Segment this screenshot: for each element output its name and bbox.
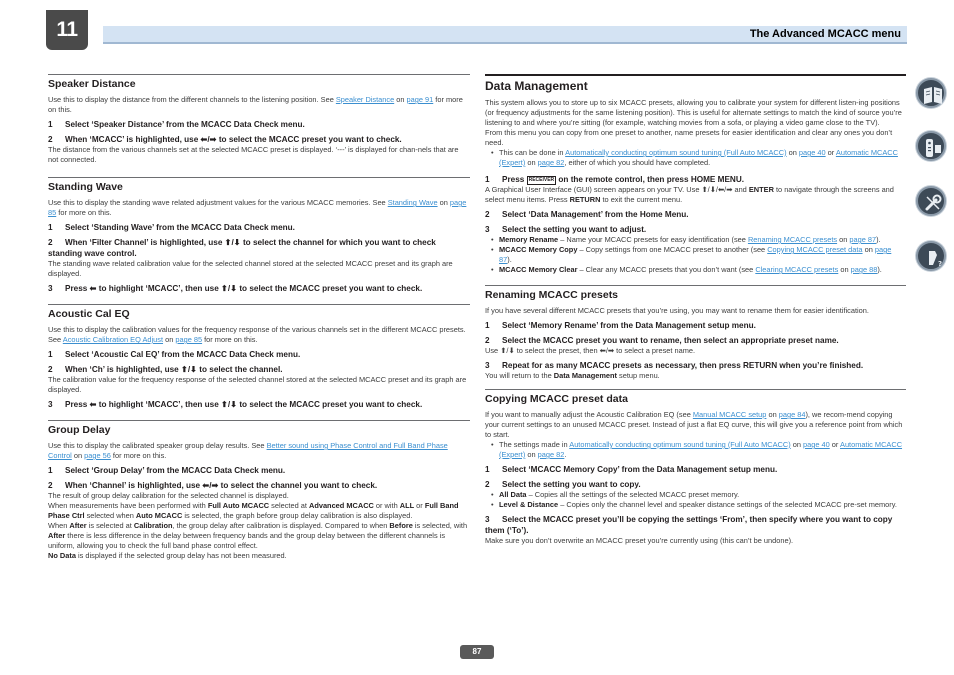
text: on [838, 265, 851, 274]
header-title: The Advanced MCACC menu [749, 28, 901, 40]
section-title: Speaker Distance [48, 78, 136, 90]
step-1: 1 Select ‘Group Delay’ from the MCACC Data Check menu. [48, 466, 286, 475]
text: on [786, 148, 799, 157]
text: – Copies all the settings of the selected MCACC preset memory. [526, 490, 740, 499]
section-intro [48, 441, 470, 461]
section-intro [48, 325, 470, 345]
step-1: 1 Select ‘Memory Rename’ from the Data Management setup menu. [485, 321, 756, 330]
section-title: Data Management [485, 79, 588, 93]
step-text: on the remote control, then press HOME MENU. [556, 175, 745, 184]
note-4 [48, 551, 470, 561]
text: Use this to display the calibrated speaker group delay results. See [48, 441, 267, 450]
text: to exit the current menu. [600, 195, 683, 204]
text: – Clear any MCACC presets that you don’t want (see [577, 265, 756, 274]
link-acoustic-calibration[interactable]: Acoustic Calibration EQ Adjust [62, 335, 164, 344]
bold-term: Data Management [553, 371, 617, 380]
text: When measurements have been performed with [48, 501, 208, 510]
link-page[interactable]: page 85 [175, 335, 203, 344]
step-1: 1 Select ‘Speaker Distance’ from the MCACC Data Check menu. [48, 120, 305, 129]
text: selected when [84, 511, 136, 520]
text: or [825, 148, 836, 157]
step-1: 1 Press RECEIVER on the remote control, then press HOME MENU. [485, 175, 745, 184]
text: selected at [269, 501, 309, 510]
section-intro: If you have several different MCACC presets that you’re using, you may want to rename them for easier identification. [485, 306, 869, 315]
text: on [437, 198, 450, 207]
step-2: 2 When ‘MCACC’ is highlighted, use ⬅/➡ to select the MCACC preset you want to check. [48, 135, 402, 144]
link-speaker-distance[interactable]: Speaker Distance [335, 95, 395, 104]
option-memory-rename [485, 235, 906, 245]
text: ). [877, 265, 882, 274]
link-page[interactable]: page 84 [778, 410, 806, 419]
link-renaming-presets[interactable]: Renaming MCACC presets [747, 235, 838, 244]
bold-term: RETURN [569, 195, 601, 204]
link-full-auto-mcacc[interactable]: Automatically conducting optimum sound tuning (Full Auto MCACC) [569, 440, 791, 449]
link-phase-control[interactable]: Better sound using Phase Control and Full Band Phase Control [48, 441, 448, 460]
text: is selected, the graph before group delay calibration is also displayed. [182, 511, 413, 520]
bold-term: MCACC Memory Clear [499, 265, 578, 274]
text: – Copy settings from one MCACC preset to another (see [577, 245, 768, 254]
text: on [837, 235, 850, 244]
text: The settings made in [499, 440, 570, 449]
link-page[interactable]: page 40 [803, 440, 830, 449]
link-page[interactable]: page 56 [84, 451, 111, 460]
step-text: When ‘Channel’ is highlighted, use ⬅/➡ to select the channel you want to check. [65, 481, 378, 490]
link-page[interactable]: page 87 [849, 235, 877, 244]
svg-text:?: ? [938, 260, 943, 268]
step-text: Select ‘Standing Wave’ from the MCACC Data Check menu. [65, 223, 295, 232]
note-1: The result of group delay calibration for the selected channel is displayed. [48, 491, 289, 500]
section-copying-preset-data [485, 389, 906, 546]
text: on [525, 450, 538, 459]
step-note: The distance from the various channels set at the selected MCACC preset is displayed. ‘---’ is displayed for chan-nels that are not connected. [48, 145, 459, 164]
bold-term: Full Band Phase Ctrl [48, 501, 459, 520]
text: on [394, 95, 407, 104]
step-1: 1 Select ‘Standing Wave’ from the MCACC Data Check menu. [48, 223, 295, 232]
bold-term: MCACC Memory Copy [499, 245, 578, 254]
text: , either of which you should have completed. [564, 158, 711, 167]
left-column [48, 74, 470, 561]
step-3: 3 Select the setting you want to adjust. [485, 225, 647, 234]
section-title: Standing Wave [48, 181, 123, 193]
step-text: When ‘Ch’ is highlighted, use ⬆/⬇ to select the channel. [65, 365, 283, 374]
link-page[interactable]: page 40 [798, 148, 826, 157]
text: is selected, with [412, 521, 468, 530]
text: on [862, 245, 875, 254]
text: for more on this. [48, 95, 463, 114]
step-2: 2 When ‘Channel’ is highlighted, use ⬅/➡ to select the channel you want to check. [48, 481, 378, 490]
section-intro [48, 198, 470, 218]
step-note [485, 371, 906, 381]
bold-term: No Data [48, 551, 76, 560]
bold-term: Auto MCACC [135, 511, 183, 520]
section-group-delay [48, 420, 470, 561]
receiver-button-icon: RECEIVER [528, 177, 555, 183]
paragraph-2: From this menu you can copy from one preset to another, name presets for easier identification and clear any ones you don’t need. [485, 128, 893, 147]
section-speaker-distance [48, 74, 470, 165]
section-data-management [485, 74, 906, 275]
bold-term: After [48, 531, 66, 540]
step-text: Select ‘Acoustic Cal EQ’ from the MCACC Data Check menu. [65, 350, 301, 359]
text: is displayed if the selected group delay has not been measured. [75, 551, 287, 560]
step-1: 1 Select ‘MCACC Memory Copy’ from the Data Management setup menu. [485, 465, 778, 474]
bold-term: Calibration [133, 521, 173, 530]
text: for more on this. [110, 451, 167, 460]
step-2: 2 Select the setting you want to copy. [485, 480, 641, 489]
text: or with [373, 501, 400, 510]
link-automatic-mcacc-expert[interactable]: Automatic MCACC (Expert) [499, 440, 903, 459]
text: If you want to manually adjust the Acoustic Calibration EQ (see [485, 410, 693, 419]
link-full-auto-mcacc[interactable]: Automatically conducting optimum sound tuning (Full Auto MCACC) [565, 148, 787, 157]
text: You will return to the [485, 371, 554, 380]
text: , the group delay after calibration is displayed. Compared to when [172, 521, 390, 530]
text: on [766, 410, 779, 419]
link-automatic-mcacc-expert[interactable]: Automatic MCACC (Expert) [499, 148, 898, 167]
step-text: Select the setting you want to copy. [502, 480, 641, 489]
step-2: 2 When ‘Filter Channel’ is highlighted, use ⬆/⬇ to select the channel for which you want to check standing wave control. [48, 238, 436, 258]
text: on [163, 335, 176, 344]
link-page[interactable]: page 91 [406, 95, 434, 104]
section-title: Renaming MCACC presets [485, 289, 619, 301]
bold-term: Memory Rename [499, 235, 559, 244]
page-number: 87 [460, 645, 494, 659]
step-2: 2 Select ‘Data Management’ from the Home Menu. [485, 210, 689, 219]
step-3: 3 Select the MCACC preset you’ll be copying the settings ‘From’, then specify where you want to copy them (‘To’). [485, 515, 893, 535]
section-title: Acoustic Cal EQ [48, 308, 130, 320]
help-icon[interactable] [916, 241, 946, 271]
section-title: Copying MCACC preset data [485, 393, 628, 405]
section-standing-wave [48, 177, 470, 294]
step-note: Use ⬆/⬇ to select the preset, then ⬅/➡ to select a preset name. [485, 346, 696, 355]
option-memory-clear [485, 265, 906, 275]
bullet-item [485, 440, 906, 460]
link-page[interactable]: page 82 [537, 158, 565, 167]
step-text: Select ‘Group Delay’ from the MCACC Data Check menu. [65, 466, 286, 475]
link-copying-preset-data[interactable]: Copying MCACC preset data [767, 245, 863, 254]
link-manual-mcacc-setup[interactable]: Manual MCACC setup [692, 410, 767, 419]
step-note: Make sure you don’t overwrite an MCACC preset you’re currently using (this can’t be undone). [485, 536, 794, 545]
header-bar [103, 26, 907, 44]
text: or [829, 440, 841, 449]
link-page[interactable]: page 82 [537, 450, 565, 459]
chapter-tab [46, 10, 88, 50]
bold-term: All Data [499, 490, 527, 499]
link-page[interactable]: page 85 [48, 198, 467, 217]
text: A Graphical User Interface (GUI) screen appears on your TV. Use ⬆/⬇/⬅/➡ and [485, 185, 749, 194]
step-text: Press ⬅ to highlight ‘MCACC’, then use ⬆/⬇ to select the MCACC preset you want to check. [65, 400, 423, 409]
option-level-distance [485, 500, 906, 510]
text: on [71, 451, 85, 460]
bold-term: Full Auto MCACC [207, 501, 270, 510]
text: ). [876, 235, 881, 244]
text: – Name your MCACC presets for easy identification (see [558, 235, 748, 244]
bold-term: ALL [399, 501, 415, 510]
link-standing-wave[interactable]: Standing Wave [387, 198, 438, 207]
text: ), we recom-mend copying your current settings to an unused MCACC preset. Instead of just a flat EQ curve, this will give you a reference point from which to start. [485, 410, 903, 439]
step-text: Select the MCACC preset you want to rename, then select an appropriate preset name. [502, 336, 839, 345]
step-3: 3 Repeat for as many MCACC presets as necessary, then press RETURN when you’re finished. [485, 361, 864, 370]
step-text: Select ‘Speaker Distance’ from the MCACC Data Check menu. [65, 120, 305, 129]
note-3 [48, 521, 470, 551]
link-page[interactable]: page 87 [499, 245, 892, 264]
text: is selected at [86, 521, 134, 530]
step-text: Select the MCACC preset you’ll be copying the settings ‘From’, then specify where you want to copy them (‘To’). [485, 515, 893, 535]
text: Use this to display the standing wave related adjustment values for the various MCACC memories. See [48, 198, 388, 207]
text: on [790, 440, 804, 449]
chapter-number: 11 [56, 18, 78, 41]
text: When [48, 521, 70, 530]
text: there is less difference in the delay between frequency bands and the group delay between the different channels is uniform, allowing you to check the full band phase control effect. [48, 531, 446, 550]
text: or [414, 501, 425, 510]
step-1: 1 Select ‘Acoustic Cal EQ’ from the MCACC Data Check menu. [48, 350, 301, 359]
section-title: Group Delay [48, 424, 111, 436]
step-text: Select ‘Memory Rename’ from the Data Management setup menu. [502, 321, 756, 330]
step-text: Select ‘Data Management’ from the Home Menu. [502, 210, 689, 219]
step-text: Press [502, 175, 527, 184]
bold-term: Level & Distance [499, 500, 559, 509]
remote-control-icon[interactable] [916, 131, 946, 161]
step-text: When ‘MCACC’ is highlighted, use ⬅/➡ to select the MCACC preset you want to check. [65, 135, 402, 144]
bold-term: After [69, 521, 87, 530]
bold-term: Advanced MCACC [308, 501, 374, 510]
text: – Copies only the channel level and speaker distance settings of the selected MCACC pre-set memory. [558, 500, 897, 509]
step-text: Select ‘MCACC Memory Copy’ from the Data Management setup menu. [502, 465, 778, 474]
section-intro [48, 95, 470, 115]
link-clearing-presets[interactable]: Clearing MCACC presets [755, 265, 839, 274]
text: on [525, 158, 538, 167]
text: Use this to display the distance from the different channels to the listening position. See [48, 95, 336, 104]
step-3: 3 Press ⬅ to highlight ‘MCACC’, then use ⬆/⬇ to select the MCACC preset you want to check. [48, 284, 423, 293]
step-2: 2 Select the MCACC preset you want to rename, then select an appropriate preset name. [485, 336, 839, 345]
step-text: When ‘Filter Channel’ is highlighted, use ⬆/⬇ to select the channel for which you want to check standing wave control. [48, 238, 436, 258]
text: This can be done in [499, 148, 566, 157]
text: Use this to display the calibration values for the frequency response of the various channels set in the different MCACC presets. See [48, 325, 466, 344]
step-text: Press ⬅ to highlight ‘MCACC’, then use ⬆/⬇ to select the MCACC preset you want to check. [65, 284, 423, 293]
option-memory-copy [485, 245, 906, 265]
step-3: 3 Press ⬅ to highlight ‘MCACC’, then use ⬆/⬇ to select the MCACC preset you want to check. [48, 400, 423, 409]
step-2: 2 When ‘Ch’ is highlighted, use ⬆/⬇ to select the channel. [48, 365, 283, 374]
text: ). [507, 255, 512, 264]
text: for more on this. [202, 335, 258, 344]
bold-term: Before [389, 521, 413, 530]
text: for more on this. [56, 208, 112, 217]
text: to navigate through the screens and select menu items. Press [485, 185, 894, 204]
right-column [485, 74, 906, 546]
step-note: The calibration value for the frequency response of the selected channel stored at the selected MCACC preset and its graph are displayed. [48, 375, 467, 394]
paragraph-1: This system allows you to store up to six MCACC presets, allowing you to calibrate your system for different listen-ing positions (or frequency adjustments for the same listening position). This is useful for alternate settings to match the kind of source you’re listening to and where you’re sitting (for example, watching movies from a sofa, or playing a video game close to the TV). [485, 98, 902, 127]
text: . [564, 450, 567, 459]
text: setup menu. [617, 371, 660, 380]
book-icon[interactable] [916, 78, 946, 108]
step-text: Repeat for as many MCACC presets as necessary, then press RETURN when you’re finished. [502, 361, 864, 370]
note-2 [48, 501, 470, 521]
section-renaming-presets [485, 285, 906, 381]
step-note [485, 185, 906, 205]
bold-term: ENTER [748, 185, 774, 194]
step-note: The standing wave related calibration value for the selected channel stored at the selected MCACC preset and its graph are displayed. [48, 259, 453, 278]
section-intro [485, 410, 906, 440]
tools-icon[interactable] [916, 186, 946, 216]
bullet-item [485, 148, 906, 168]
step-text: Select the setting you want to adjust. [502, 225, 647, 234]
option-all-data [485, 490, 906, 500]
link-page[interactable]: page 88 [850, 265, 878, 274]
section-acoustic-cal-eq [48, 304, 470, 410]
